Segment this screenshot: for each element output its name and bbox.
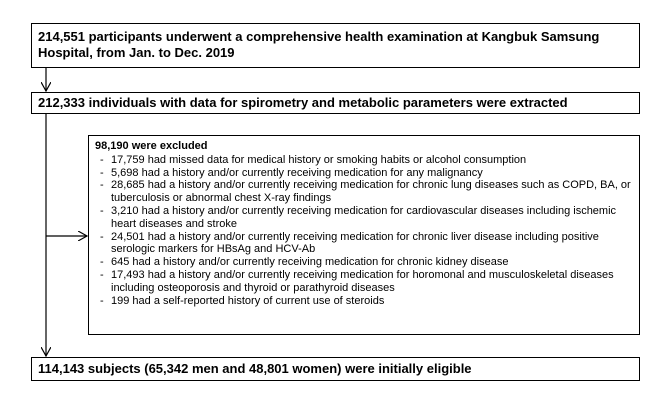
exclusion-item: - 199 had a self-reported history of current use of steroids xyxy=(100,294,385,307)
exclusion-item: - 5,698 had a history and/or currently receiving medication for any malignancy xyxy=(100,166,483,179)
participants-text: 214,551 participants underwent a comprehensive health examination at Kangbuk Samsung Hospital, from Jan. to Dec. 2019 xyxy=(38,29,600,60)
exclusion-list xyxy=(95,154,633,308)
extracted-box xyxy=(31,92,640,114)
exclusion-item: - 645 had a history and/or currently receiving medication for chronic kidney disease xyxy=(100,256,509,269)
bullet-dash: - xyxy=(100,204,104,217)
eligible-box xyxy=(31,357,640,381)
extracted-text: 212,333 individuals with data for spirometry and metabolic parameters were extracted xyxy=(38,95,568,110)
excluded-title: 98,190 were excluded xyxy=(95,140,208,152)
bullet-dash: - xyxy=(100,153,104,166)
bullet-dash: - xyxy=(100,230,104,243)
exclusion-item: - 17,759 had missed data for medical history or smoking habits or alcohol consumption xyxy=(100,153,527,166)
bullet-dash: - xyxy=(100,179,104,192)
exclusion-item: - 17,493 had a history and/or currently receiving medication for horomonal and musculoskeletal diseases including osteoporosis and thyroid or parathyroid diseases xyxy=(100,268,614,294)
bullet-dash: - xyxy=(100,166,104,179)
exclusion-item: - 28,685 had a history and/or currently receiving medication for chronic lung diseases such as COPD, BA, or tuberculosis or abnormal chest X-ray findings xyxy=(100,179,631,205)
bullet-dash: - xyxy=(100,268,104,281)
bullet-dash: - xyxy=(100,256,104,269)
bullet-dash: - xyxy=(100,294,104,307)
participants-box xyxy=(31,23,640,68)
excluded-box xyxy=(88,135,640,335)
eligible-text: 114,143 subjects (65,342 men and 48,801 women) were initially eligible xyxy=(38,361,472,376)
exclusion-item: - 3,210 had a history and/or currently receiving medication for cardiovascular diseases including ischemic heart diseases and stroke xyxy=(100,204,617,230)
exclusion-item: - 24,501 had a history and/or currently receiving medication for chronic liver disease including positive serologic markers for HBsAg and HCV-Ab xyxy=(100,230,599,256)
